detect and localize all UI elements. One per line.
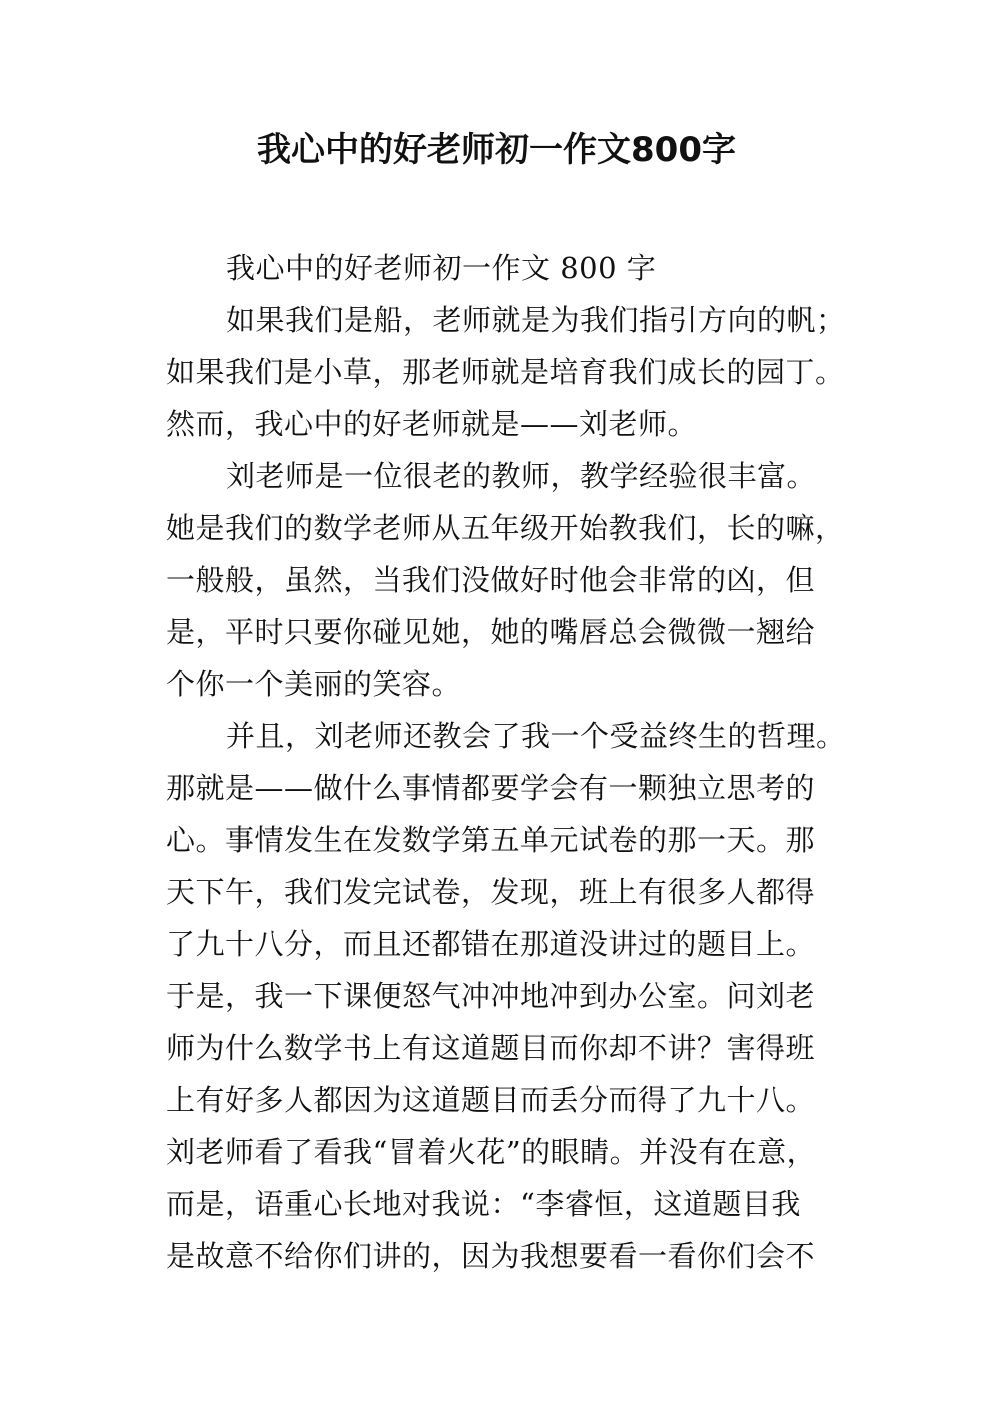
- text-line: 如果我们是船，老师就是为我们指引方向的帆；: [226, 303, 846, 337]
- text-line: 我心中的好老师初一作文 800 字: [226, 251, 657, 285]
- text-line: 并且，刘老师还教会了我一个受益终生的哲理。: [226, 719, 846, 753]
- text-line: 心。事情发生在发数学第五单元试卷的那一天。那: [166, 823, 816, 857]
- text-line: 那就是——做什么事情都要学会有一颗独立思考的: [166, 771, 816, 805]
- text-line: 个你一个美丽的笑容。: [166, 667, 462, 701]
- text-line: 刘老师是一位很老的教师，教学经验很丰富。: [226, 459, 817, 493]
- text-line: 然而，我心中的好老师就是——刘老师。: [166, 407, 698, 441]
- text-line: 了九十八分，而且还都错在那道没讲过的题目上。: [166, 927, 816, 961]
- text-line: 是故意不给你们讲的，因为我想要看一看你们会不: [166, 1239, 816, 1273]
- text-line: 刘老师看了看我“冒着火花”的眼睛。并没有在意，: [166, 1135, 817, 1169]
- text-line: 她是我们的数学老师从五年级开始教我们，长的嘛，: [166, 511, 845, 545]
- text-line: 天下午，我们发完试卷，发现，班上有很多人都得: [166, 875, 816, 909]
- document-title: 我心中的好老师初一作文800字: [257, 130, 736, 170]
- document-body: [166, 242, 856, 1282]
- text-line: 而是，语重心长地对我说：“李睿恒，这道题目我: [166, 1187, 801, 1221]
- text-line: 师为什么数学书上有这道题目而你却不讲？害得班: [166, 1031, 816, 1065]
- text-line: 是，平时只要你碰见她，她的嘴唇总会微微一翘给: [166, 615, 816, 649]
- text-line: 一般般，虽然，当我们没做好时他会非常的凶，但: [166, 563, 816, 597]
- text-line: 上有好多人都因为这道题目而丢分而得了九十八。: [166, 1083, 816, 1117]
- text-line: 如果我们是小草，那老师就是培育我们成长的园丁。: [166, 355, 845, 389]
- text-line: 于是，我一下课便怒气冲冲地冲到办公室。问刘老: [166, 979, 816, 1013]
